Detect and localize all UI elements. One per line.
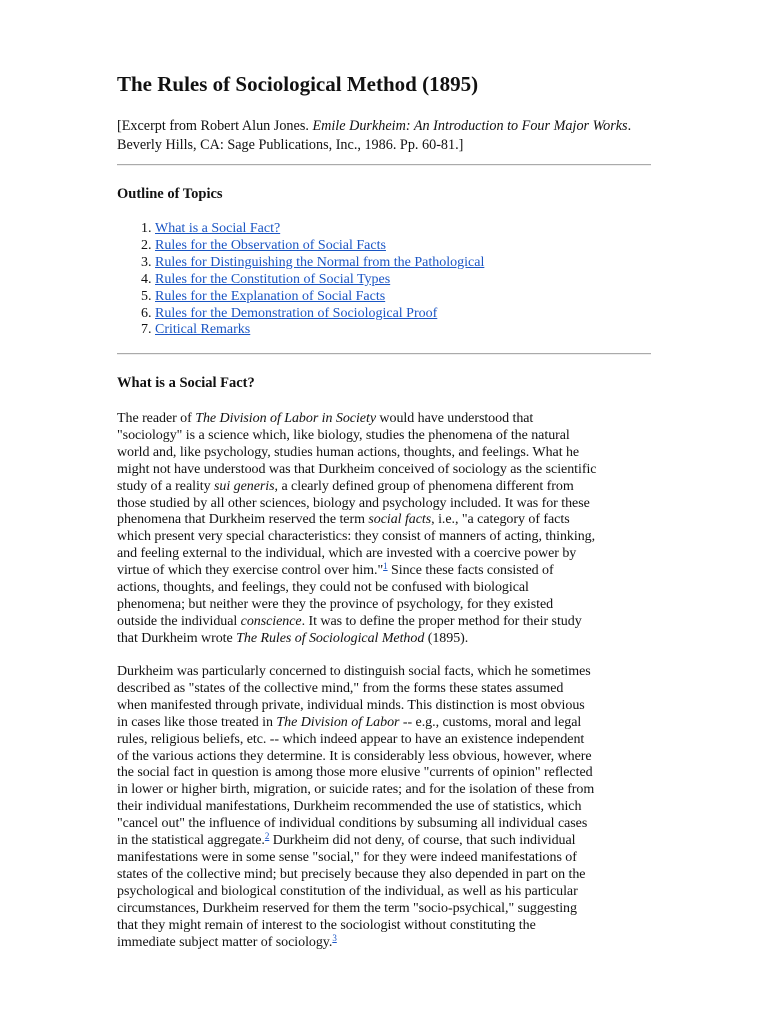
excerpt-suffix: . Beverly Hills, CA: Sage Publications, Inc., 1986. Pp. 60-81.] <box>117 118 632 153</box>
text-line: described as "states of the collective mind," from the forms these states assumed <box>117 680 564 696</box>
text-line: immediate subject matter of sociology.$^3$ <box>117 932 337 950</box>
topic-link-normal-pathological[interactable]: Rules for Distinguishing the Normal from the Pathological <box>155 254 485 270</box>
text-line: "cancel out" the influence of individual conditions by subsuming all individual cases <box>117 816 588 832</box>
outline-item <box>155 306 484 323</box>
text-line: the social fact in question is among those more elusive "currents of opinion" reflected <box>117 765 593 781</box>
text-line: world and, like psychology, studies human actions, thoughts, and feelings. What he <box>117 444 580 460</box>
footnote-link-1[interactable]: 1 <box>383 561 388 572</box>
text-line: rules, religious beliefs, etc. -- which indeed appear to have an existence independent <box>117 731 585 747</box>
footnote-link-2[interactable]: 2 <box>264 831 270 842</box>
excerpt-book-title: Emile Durkheim: An Introduction to Four Major Works <box>312 118 628 134</box>
outline-item <box>155 238 484 255</box>
outline-item <box>155 255 484 272</box>
footnote-link-3[interactable]: 3 <box>332 932 337 943</box>
outline-item <box>155 322 484 339</box>
paragraph-1 <box>117 411 651 648</box>
outline-item <box>155 221 484 238</box>
outline-item <box>155 289 484 306</box>
text-line: phenomena that Durkheim reserved the term social facts, i.e., "a category of facts <box>117 512 570 528</box>
topic-link-critical-remarks[interactable]: Critical Remarks <box>155 322 251 338</box>
text-line: outside the individual conscience. It was to define the proper method for their study <box>117 613 582 629</box>
divider-top <box>117 164 651 166</box>
topic-link-social-fact[interactable]: What is a Social Fact? <box>155 221 281 236</box>
text-line: circumstances, Durkheim reserved for them the term "socio-psychical," suggesting <box>117 900 577 916</box>
text-line: their individual manifestations, Durkheim recommended the use of statistics, which <box>117 799 582 815</box>
text-line: might not have understood was that Durkheim conceived of sociology as the scientific <box>117 461 597 477</box>
paragraph-2 <box>117 664 651 951</box>
outline-item <box>155 272 484 289</box>
topic-link-observation[interactable]: Rules for the Observation of Social Facts <box>155 237 386 253</box>
divider-middle <box>117 353 651 355</box>
text-line: "sociology" is a science which, like biology, studies the phenomena of the natural <box>117 427 570 443</box>
text-line: Durkheim was particularly concerned to distinguish social facts, which he sometimes <box>117 664 591 679</box>
text-line: states of the collective mind; but precisely because they also depended in part on the <box>117 866 586 882</box>
topic-link-demonstration[interactable]: Rules for the Demonstration of Sociological Proof <box>155 305 438 321</box>
text-line: manifestations were in some sense "social," for they were indeed manifestations of <box>117 849 577 865</box>
text-line: psychological and biological constitution of the individual, as well as his particular <box>117 883 578 899</box>
text-line: that Durkheim wrote The Rules of Sociological Method (1895). <box>117 630 469 646</box>
excerpt-citation <box>117 117 651 155</box>
text-line: virtue of which they exercise control over him."$^1$ Since these facts consisted of <box>117 561 554 579</box>
text-line: in the statistical aggregate.$^2$ Durkheim did not deny, of course, that such individual <box>117 831 576 849</box>
text-line: study of a reality sui generis, a clearly defined group of phenomena different from <box>117 478 574 494</box>
text-line: in lower or higher birth, migration, or suicide rates; and for the isolation of these from <box>117 782 595 798</box>
text-line: actions, thoughts, and feelings, they could not be confused with biological <box>117 580 529 596</box>
text-line: in cases like those treated in The Division of Labor -- e.g., customs, moral and legal <box>117 714 582 730</box>
topic-link-explanation[interactable]: Rules for the Explanation of Social Facts <box>155 288 386 304</box>
outline-heading: Outline of Topics <box>117 186 223 202</box>
text-line: phenomena; but neither were they the province of psychology, for they existed <box>117 596 554 612</box>
text-line: of the various actions they determine. It is considerably less obvious, however, where <box>117 748 592 764</box>
text-line: those studied by all other sciences, biology and psychology included. It was for these <box>117 495 590 511</box>
text-line: The reader of The Division of Labor in Society would have understood that <box>117 411 534 426</box>
outline-list <box>117 221 484 339</box>
section-heading: What is a Social Fact? <box>117 375 255 391</box>
topic-link-social-types[interactable]: Rules for the Constitution of Social Types <box>155 271 391 287</box>
text-line: and feeling external to the individual, which are invested with a coercive power by <box>117 546 577 562</box>
text-line: when manifested through private, individual minds. This distinction is most obvious <box>117 697 585 713</box>
text-line: that they might remain of interest to the sociologist without constituting the <box>117 917 536 933</box>
excerpt-prefix: [Excerpt from Robert Alun Jones. <box>117 118 313 134</box>
page-title: The Rules of Sociological Method (1895) <box>117 72 479 96</box>
text-line: which present very special characteristics: they consist of manners of acting, thinking, <box>117 529 596 545</box>
